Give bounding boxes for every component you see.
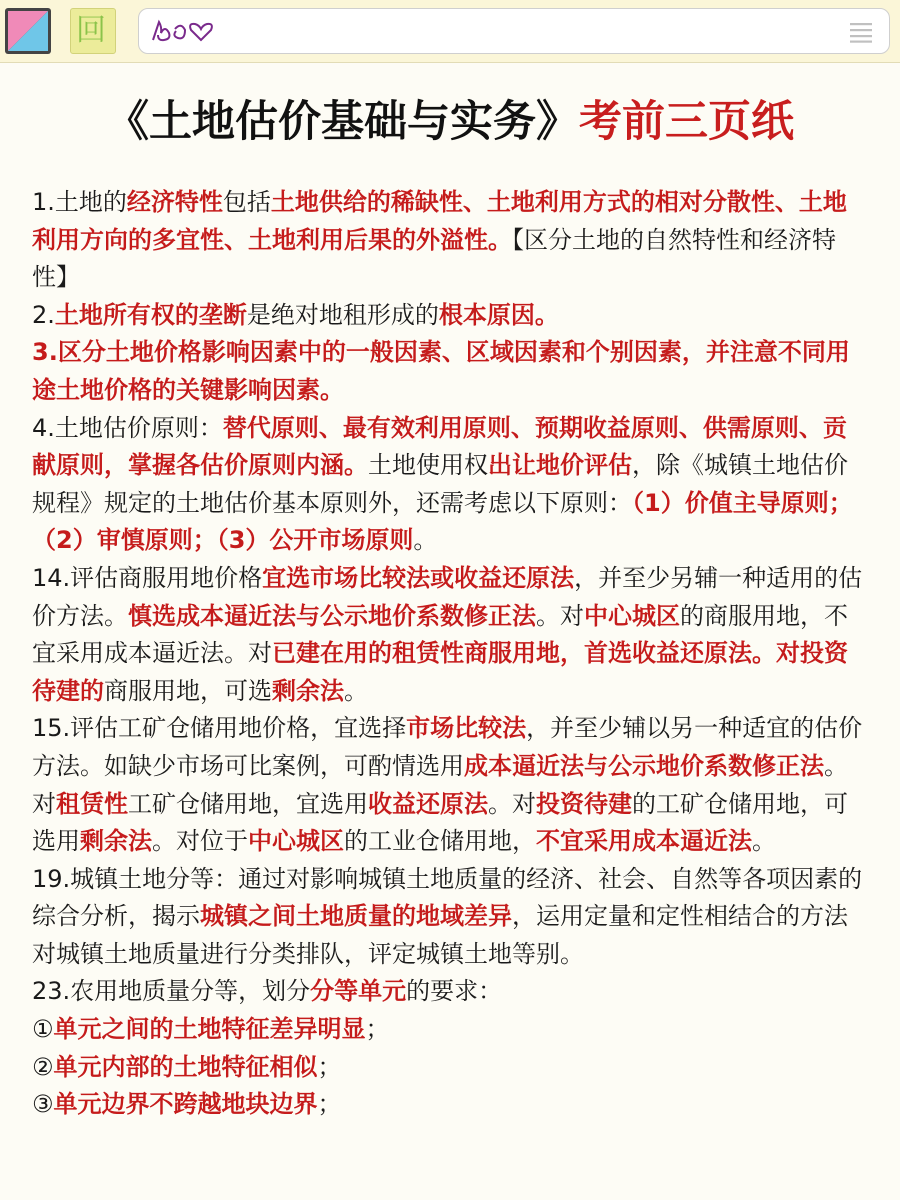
- note-text: ；: [317, 1090, 342, 1119]
- note-text: 。: [413, 526, 438, 555]
- note-item-23: [32, 973, 868, 1011]
- note-item-3: [32, 334, 868, 409]
- frame-tool-button[interactable]: [70, 8, 116, 54]
- note-highlight: 中心城区: [248, 827, 344, 856]
- note-text: 的商服用地，不宜采用成本逼近法。对: [32, 601, 848, 668]
- note-highlight: 土地供给的稀缺性、土地利用方式的相对分散性、土地利用方向的多宜性、土地利用后果的外溢性。: [32, 188, 847, 254]
- note-text: 。对: [536, 601, 584, 630]
- note-text: 。对位于: [152, 827, 248, 856]
- note-subitem-1: [32, 1011, 868, 1049]
- note-highlight: 投资待建: [536, 789, 632, 818]
- note-text: 1.土地的: [32, 188, 127, 216]
- note-text: 工矿仓储用地，宜选用: [128, 789, 368, 818]
- note-text: 14.评估商服用地价格: [32, 563, 263, 592]
- note-item-15: [32, 710, 868, 860]
- note-highlight: 土地所有权的垄断: [54, 300, 247, 329]
- note-text: 4.土地估价原则：: [32, 413, 223, 442]
- notes-body: [32, 184, 868, 1124]
- note-highlight: 中心城区: [584, 601, 680, 630]
- note-text: 的工业仓储用地，: [344, 827, 536, 856]
- note-highlight: 市场比较法: [406, 714, 527, 743]
- note-subitem-3: [32, 1086, 868, 1124]
- note-highlight: 单元内部的土地特征相似: [53, 1052, 318, 1081]
- note-text: 【区分土地的自然特性和经济特性】: [32, 225, 836, 292]
- frame-tool-icon: 回: [76, 13, 106, 48]
- note-highlight: 替代原则、最有效利用原则、预期收益原则、供需原则、贡献原则，掌握各估价原则内涵。: [32, 413, 847, 480]
- note-highlight: 收益还原法: [368, 789, 488, 818]
- note-highlight: 3.区分土地价格影响因素中的一般因素、区域因素和个别因素，并注意不同用途土地价格的关键影响因素。: [32, 338, 850, 404]
- title-main: 《土地估价基础与实务》: [106, 97, 579, 147]
- list-menu-icon[interactable]: [847, 21, 877, 43]
- toolbar: [0, 0, 900, 63]
- note-text: ①: [32, 1015, 54, 1044]
- note-item-2: [32, 297, 868, 335]
- note-highlight: 慎选成本逼近法与公示地价系数修正法: [128, 601, 536, 630]
- note-item-1: [32, 184, 868, 297]
- color-picker-button[interactable]: [5, 8, 51, 54]
- title-highlight: 考前三页纸: [579, 97, 794, 147]
- note-text: 15.评估工矿仓储用地价格，宜选择: [32, 714, 407, 743]
- note-text: 土地使用权: [368, 451, 488, 480]
- note-subitem-2: [32, 1049, 868, 1087]
- note-text: 19.城镇土地分等：通过对影响城镇土地质量的经济、社会、自然等各项因素的综合分析，揭示: [32, 864, 863, 931]
- note-item-19: [32, 861, 868, 974]
- note-text: 的要求：: [406, 977, 503, 1006]
- note-highlight: （1）价值主导原则；（2）审慎原则；（3）公开市场原则: [32, 488, 853, 555]
- note-highlight: 已建在用的租赁性商服用地，首选收益还原法。对投资待建的: [32, 639, 848, 705]
- search-input[interactable]: [138, 8, 890, 54]
- note-highlight: 单元之间的土地特征差异明显: [53, 1015, 366, 1044]
- note-text: 包括: [222, 188, 271, 216]
- note-text: 。对: [32, 751, 848, 818]
- color-picker-icon: [8, 11, 48, 51]
- note-text: 是绝对地租形成的: [246, 300, 439, 329]
- note-highlight: 城镇之间土地质量的地域差异: [200, 902, 512, 931]
- note-text: ；: [317, 1052, 342, 1081]
- note-text: 。: [344, 676, 368, 705]
- note-highlight: 不宜采用成本逼近法: [536, 827, 752, 856]
- note-text: ，并至少辅以另一种适宜的估价方法。如缺少市场可比案例，可酌情选用: [32, 714, 863, 780]
- note-text: ，除《城镇土地估价规程》规定的土地估价基本原则外，还需考虑以下原则：: [32, 451, 848, 517]
- note-text: 。: [752, 827, 776, 856]
- note-highlight: 剩余法: [272, 676, 344, 705]
- note-item-4: [32, 410, 868, 560]
- note-text: ，并至少另辅一种适用的估价方法。: [32, 563, 863, 630]
- note-text: 商服用地，可选: [104, 676, 272, 705]
- note-highlight: 分等单元: [310, 977, 407, 1006]
- note-text: ，运用定量和定性相结合的方法对城镇土地质量进行分类排队，评定城镇土地等别。: [32, 902, 848, 968]
- page-title: [0, 92, 900, 152]
- note-text: ②: [32, 1052, 54, 1081]
- note-text: 的工矿仓储用地，可选用: [32, 789, 848, 856]
- note-highlight: 租赁性: [56, 789, 128, 818]
- doodle-sticker-icon: [149, 19, 219, 45]
- note-highlight: 剩余法: [80, 827, 152, 856]
- note-highlight: 经济特性: [126, 188, 223, 216]
- note-highlight: 出让地价评估: [488, 451, 632, 480]
- note-highlight: 成本逼近法与公示地价系数修正法: [464, 751, 824, 780]
- note-text: 。对: [488, 789, 536, 818]
- note-highlight: 单元边界不跨越地块边界: [53, 1090, 318, 1119]
- note-item-14: [32, 560, 868, 710]
- note-text: ③: [32, 1090, 54, 1119]
- note-text: 23.农用地质量分等，划分: [32, 977, 311, 1006]
- note-highlight: 根本原因。: [438, 300, 559, 329]
- note-highlight: 宜选市场比较法或收益还原法: [262, 563, 575, 592]
- note-text: ；: [365, 1015, 390, 1044]
- note-text: 2.: [32, 300, 55, 329]
